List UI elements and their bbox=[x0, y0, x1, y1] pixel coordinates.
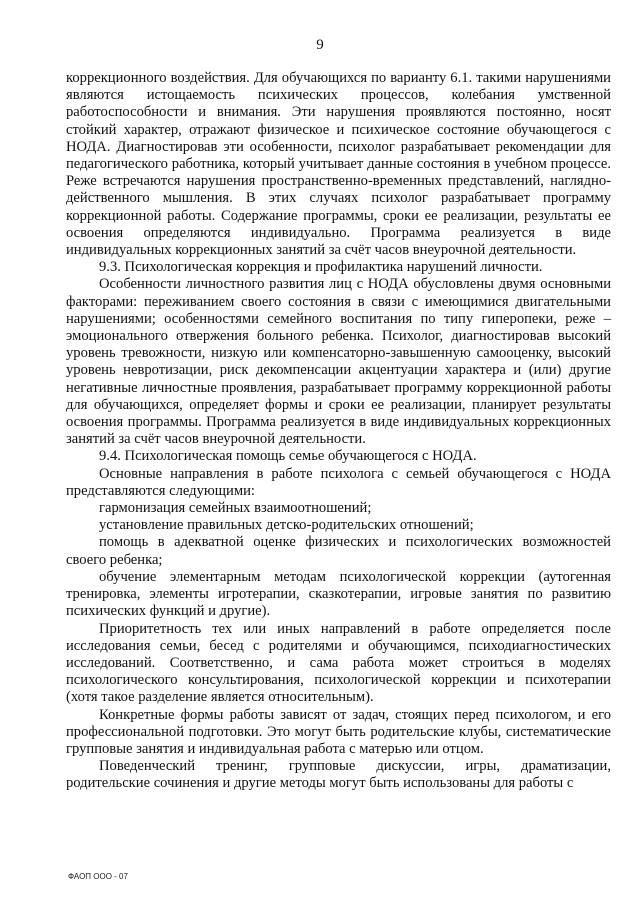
paragraph-main-directions: Основные направления в работе психолога с семьей обучающегося с НОДА представляются следующими: bbox=[66, 465, 611, 499]
document-code-footer: ФАОП ООО - 07 bbox=[68, 872, 128, 881]
paragraph-work-forms: Конкретные формы работы зависят от задач, стоящих перед психологом, и его профессиональной подготовки. Это могут быть родительские клубы, систематические групповые занятия и индивидуальная работа с матерью или отцом. bbox=[66, 706, 611, 757]
paragraph-continued: коррекционного воздействия. Для обучающихся по варианту 6.1. такими нарушениями являются истощаемость психических процессов, колебания умственной работоспособности и внимания. Эти нарушения проявляются постоянно, носят стойкий характер, отражают физическое и психическое состояние обучающегося с НОДА. Диагностировав эти особенности, психолог разрабатывает рекомендации для педагогического работника, который учитывает данные состояния в учебном процессе. Реже встречаются нарушения пространственно-временных представлений, наглядно-действенного мышления. В этих случаях психолог разрабатывает программу коррекционной работы. Содержание программы, сроки ее реализации, результаты ее освоения определяются индивидуально. Программа реализуется в виде индивидуальных коррекционных занятий за счёт часов внеурочной деятельности. bbox=[66, 70, 611, 259]
page-number: 9 bbox=[316, 37, 324, 53]
list-item: помощь в адекватной оценке физических и психологических возможностей своего ребенка; bbox=[66, 534, 611, 568]
list-item: гармонизация семейных взаимоотношений; bbox=[99, 500, 372, 517]
paragraph-priority: Приоритетность тех или иных направлений в работе определяется после исследования семьи, бесед с родителями и обучающимся, психодиагностических исследований. Соответственно, и сама работа может строиться в моделях психологического консультирования, психологической коррекции и психотерапии (хотя такое разделение является относительным). bbox=[66, 620, 611, 706]
paragraph-behavioral-training: Поведенческий тренинг, групповые дискуссии, игры, драматизации, родительские сочинения и другие методы могут быть использованы для работы с bbox=[66, 758, 611, 792]
paragraph-personality-development: Особенности личностного развития лиц с НОДА обусловлены двумя основными факторами: переживанием своего состояния в связи с имеющимися двигательными нарушениями; особенностями семейного воспитания по типу гиперопеки, реже – эмоционального отвержения больного ребенка. Психолог, диагностировав высокий уровень тревожности, низкую или компенсаторно-завышенную самооценку, высокий уровень невротизации, риск декомпенсации акцентуации характера и (или) другие негативные личностные проявления, разрабатывает программу коррекционной работы для обучающихся, определяет формы и сроки ее реализации, планирует результаты освоения программы. Программа реализуется в виде индивидуальных коррекционных занятий за счёт часов внеурочной деятельности. bbox=[66, 276, 611, 448]
document-body bbox=[66, 70, 611, 793]
list-item: обучение элементарным методам психологической коррекции (аутогенная тренировка, элементы игротерапии, сказкотерапии, игровые занятия по развитию психических функций и другие). bbox=[66, 568, 611, 620]
list-item: установление правильных детско-родительских отношений; bbox=[99, 517, 474, 534]
section-heading-9-3: 9.3. Психологическая коррекция и профилактика нарушений личности. bbox=[99, 259, 543, 276]
section-heading-9-4: 9.4. Психологическая помощь семье обучающегося с НОДА. bbox=[99, 448, 477, 465]
